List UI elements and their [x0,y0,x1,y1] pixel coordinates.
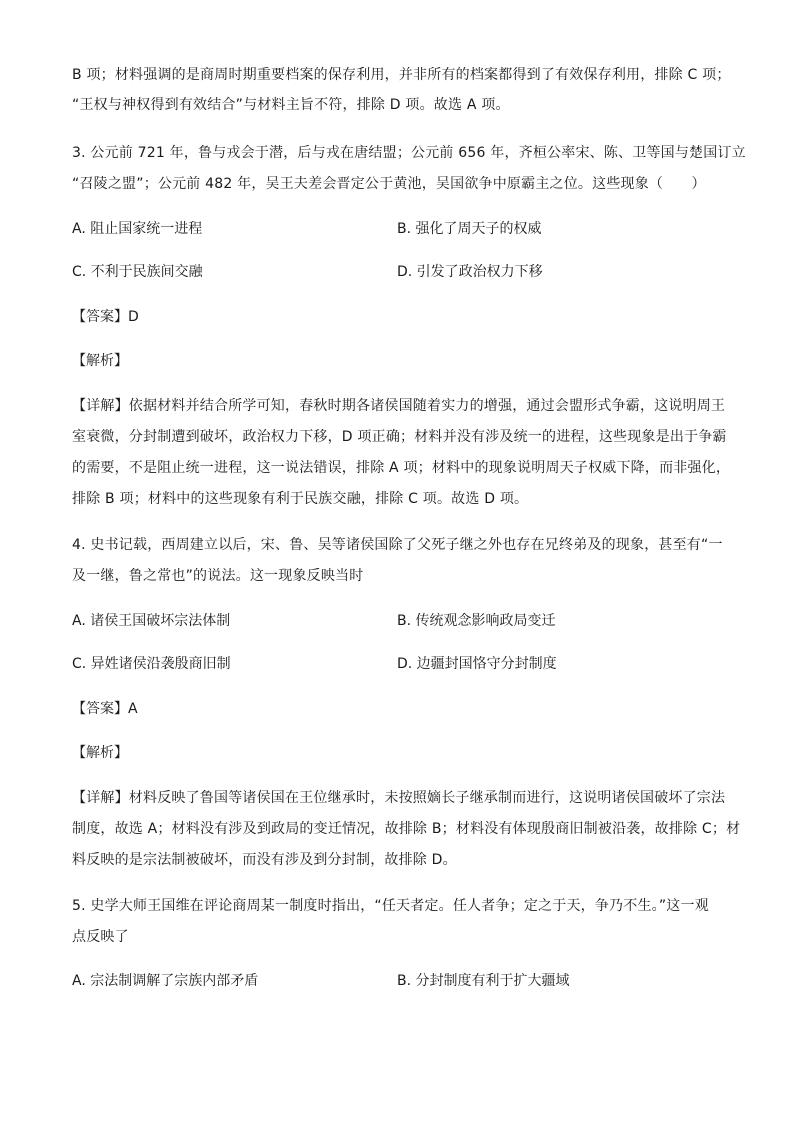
answer-label: 【答案】A [72,701,138,717]
text-line: 及一继，鲁之常也”的说法。这一现象反映当时 [72,568,364,584]
question-3-options-row-2 [72,261,724,283]
question-3-options-row-1 [72,218,724,240]
question-4-answer [72,698,724,720]
question-5-stem [72,895,724,948]
question-3-stem [72,142,746,195]
text-line: 点反映了 [72,929,129,945]
option-a: A. 诸侯王国破坏宗法体制 [72,613,231,629]
option-a: A. 宗法制调解了宗族内部矛盾 [72,973,259,989]
answer-label: 【答案】D [72,309,139,325]
option-d: D. 引发了政治权力下移 [397,264,543,280]
option-c: C. 不利于民族间交融 [72,264,203,280]
question-4-options-row-2 [72,653,724,675]
text-line: 【详解】材料反映了鲁国等诸侯国在王位继承时，未按照嫡长子继承制而进行，这说明诸侯国破坏了宗法 [72,790,726,806]
question-4-detail [72,787,741,871]
question-3-answer [72,306,724,328]
option-b: B. 传统观念影响政局变迁 [397,613,556,629]
question-4-options-row-1 [72,610,724,632]
question-4-analysis-heading [72,742,724,764]
option-a: A. 阻止国家统一进程 [72,221,203,237]
text-line: 4. 史书记载，西周建立以后，宋、鲁、吴等诸侯国除了父死子继之外也存在兄终弟及的现象，甚至有“一 [72,537,723,553]
text-line: B 项；材料强调的是商周时期重要档案的保存利用，并非所有的档案都得到了有效保存利用，排除 C 项； [72,67,731,83]
question-4-stem [72,534,724,587]
question-5-options-row-1 [72,970,724,992]
analysis-label: 【解析】 [72,745,128,761]
text-line: 排除 B 项；材料中的这些现象有利于民族交融，排除 C 项。故选 D 项。 [72,491,529,507]
previous-answer-explanation [72,64,731,116]
option-b: B. 分封制度有利于扩大疆域 [397,973,570,989]
question-3-analysis-heading [72,350,724,372]
text-line: “召陵之盟”；公元前 482 年，吴王夫差会晋定公于黄池，吴国欲争中原霸主之位。这些现象（ ） [72,176,706,192]
text-line: 的需要，不是阻止统一进程，这一说法错误，排除 A 项；材料中的现象说明周天子权威下降，而非强化， [72,460,731,476]
text-line: 【详解】依据材料并结合所学可知，春秋时期各诸侯国随着实力的增强，通过会盟形式争霸，这说明周王 [72,398,726,414]
text-line: “王权与神权得到有效结合”与材料主旨不符，排除 D 项。故选 A 项。 [72,97,510,113]
text-line: 制度，故选 A；材料没有涉及到政局的变迁情况，故排除 B；材料没有体现殷商旧制被沿袭，故排除 C；材 [72,821,741,837]
analysis-label: 【解析】 [72,353,128,369]
option-b: B. 强化了周天子的权威 [397,221,542,237]
question-3-detail [72,395,731,510]
text-line: 室衰微，分封制遭到破坏，政治权力下移，D 项正确；材料并没有涉及统一的进程，这些现象是出于争霸 [72,429,727,445]
text-line: 料反映的是宗法制被破坏，而没有涉及到分封制，故排除 D。 [72,852,457,868]
text-line: 3. 公元前 721 年，鲁与戎会于潜，后与戎在唐结盟；公元前 656 年，齐桓公率宋、陈、卫等国与楚国订立 [72,145,746,161]
text-line: 5. 史学大师王国维在评论商周某一制度时指出，“任天者定。任人者争；定之于天，争乃不生。”这一观 [72,898,709,914]
option-d: D. 边疆封国恪守分封制度 [397,656,557,672]
option-c: C. 异姓诸侯沿袭殷商旧制 [72,656,231,672]
